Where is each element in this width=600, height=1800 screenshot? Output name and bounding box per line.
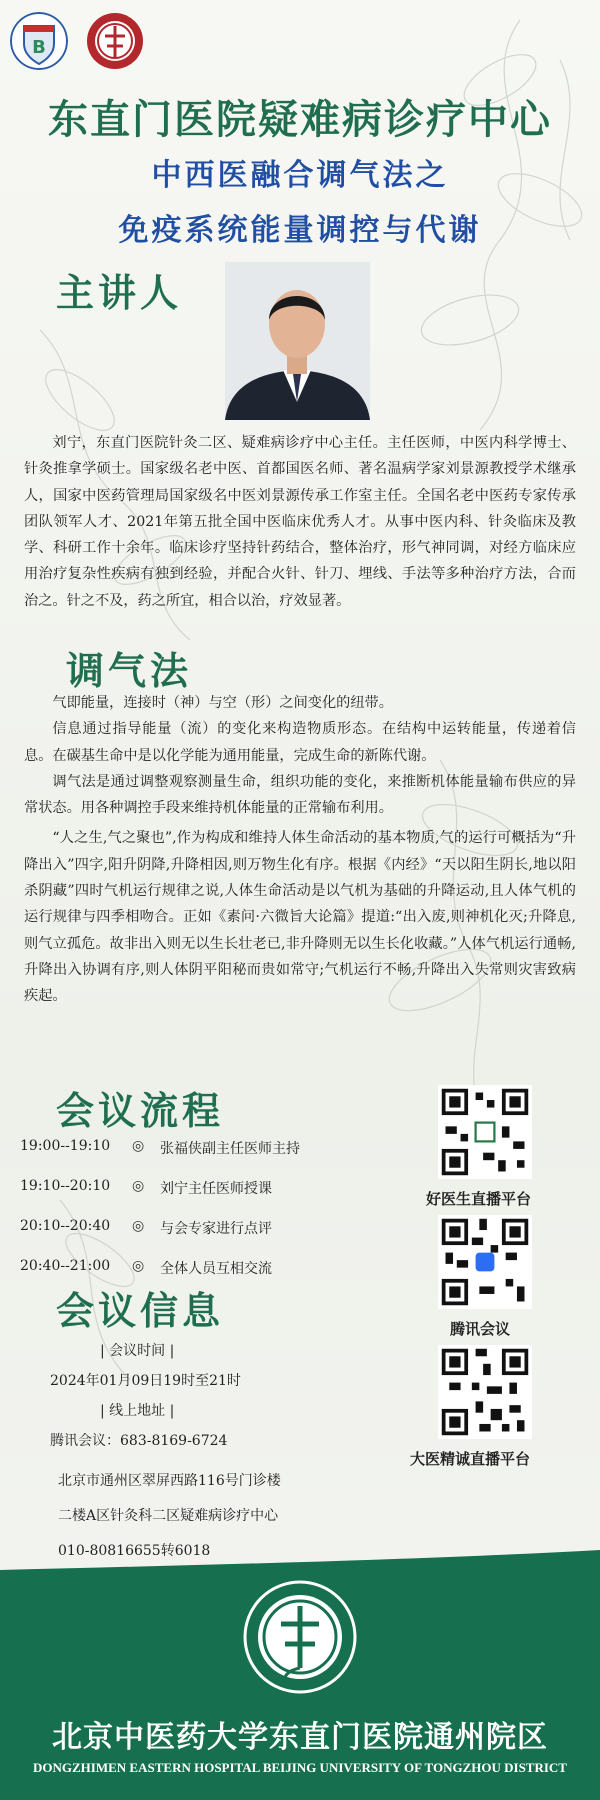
agenda-bullet: ◎ [132,1178,145,1194]
agenda-text: 刘宁主任医师授课 [160,1181,272,1197]
qr-label-tencent-meeting: 腾讯会议 [450,1320,511,1338]
method-text [24,690,576,1010]
qr-code-tencent-meeting[interactable] [435,1215,535,1313]
qr-code-icon [438,1345,532,1439]
method-paragraph: “人之生,气之聚也”,作为构成和维持人体生命活动的基本物质,气的运行可概括为“升降出入”四字,阳升阴降,升降相因,则万物生化有序。根据《内经》“天以阳生阴长,地以阳杀阴藏”四时气机运行规律之说,人体生命活动是以气机为基础的升降运动,且人体气机的运行规律与四季相吻合。正如《素问·六微旨大论篇》提道:“出入废,则神机化灭;升降息,则气立孤危。故非出入则无以生长壮老已,非升降则无以生长化收藏。”人体气机运行通畅,升降出入协调有序,则人体阴平阳秘而贵如常守;气机运行不畅,升降出入失常则灾害致病疾起。 [24,830,576,1005]
qr-code-icon [438,1085,532,1179]
agenda-text: 张福侠副主任医师主持 [160,1141,300,1157]
address-line-1: 北京市通州区翠屏西路116号门诊楼 [58,1473,281,1489]
meeting-time-value: 2024年01月09日19时至21时 [50,1373,241,1389]
footer-seal-logo [243,1580,357,1694]
agenda-text: 全体人员互相交流 [160,1261,272,1277]
online-location-label: | 线上地址 | [100,1403,175,1419]
tencent-meeting-id: 腾讯会议：683-8169-6724 [50,1433,228,1449]
method-heading: 调气法 [66,648,193,693]
hospital-title: 东直门医院疑难病诊疗中心 [48,96,552,143]
university-seal-logo [86,12,144,70]
speaker-bio [24,430,576,614]
agenda-heading: 会议流程 [56,1088,225,1133]
meeting-time-label: | 会议时间 | [100,1343,175,1359]
agenda-time: 19:10--20:10 [20,1178,111,1194]
meeting-info-heading: 会议信息 [56,1288,225,1333]
qr-code-haoyisheng[interactable] [435,1085,535,1183]
agenda-bullet: ◎ [132,1258,145,1274]
hospital-shield-logo [10,12,68,70]
agenda-time: 20:10--20:40 [20,1218,111,1234]
qr-label-haoyisheng: 好医生直播平台 [426,1190,532,1208]
footer-hospital-name-en: DONGZHIMEN EASTERN HOSPITAL BEIJING UNIVERSITY OF TONGZHOU DISTRICT [33,1760,567,1775]
speaker-photo [225,262,370,420]
speaker-heading: 主讲人 [56,270,183,315]
svg-text:B: B [32,37,46,58]
qr-code-dayijingcheng[interactable] [435,1345,535,1443]
footer-hospital-name-cn: 北京中医药大学东直门医院通州院区 [52,1720,548,1755]
speaker-bio-text: 刘宁，东直门医院针灸二区、疑难病诊疗中心主任。主任医师，中医内科学博士、针灸推拿学硕士。国家级名老中医、首都国医名师、著名温病学家刘景源教授学术继承人，国家中医药管理局国家级名中医刘景源传承工作室主任。全国名老中医药专家传承团队领军人才、2021年第五批全国中医临床优秀人才。从事中医内科、针灸临床及教学、科研工作十余年。临床诊疗坚持针药结合，整体治疗，形气神同调，对经方临床应用治疗复杂性疾病有独到经验，并配合火针、针刀、埋线、手法等多种治疗方法，合而治之。针之不及，药之所宜，相合以治，疗效显著。 [24,435,576,609]
qr-label-dayijingcheng: 大医精诚直播平台 [410,1450,531,1468]
agenda-bullet: ◎ [132,1218,145,1234]
agenda-text: 与会专家进行点评 [160,1221,272,1237]
subtitle-line-1: 中西医融合调气法之 [151,158,449,193]
contact-phone: 010-80816655转6018 [58,1543,211,1559]
qr-code-icon [438,1215,532,1309]
method-paragraph: 气即能量，连接时（神）与空（形）之间变化的纽带。 [52,695,393,711]
address-line-2: 二楼A区针灸科二区疑难病诊疗中心 [58,1508,279,1524]
agenda-time: 19:00--19:10 [20,1138,111,1154]
subtitle-line-2: 免疫系统能量调控与代谢 [118,213,482,248]
method-paragraph: 信息通过指导能量（流）的变化来构造物质形态。在结构中运转能量，传递着信息。在碳基生命中是以化学能为通用能量，完成生命的新陈代谢。 [24,721,576,764]
agenda-time: 20:40--21:00 [20,1258,111,1274]
method-paragraph: 调气法是通过调整观察测量生命，组织功能的变化，来推断机体能量输布供应的异常状态。用各种调控手段来维持机体能量的正常输布利用。 [24,773,576,817]
agenda-bullet: ◎ [132,1138,145,1154]
